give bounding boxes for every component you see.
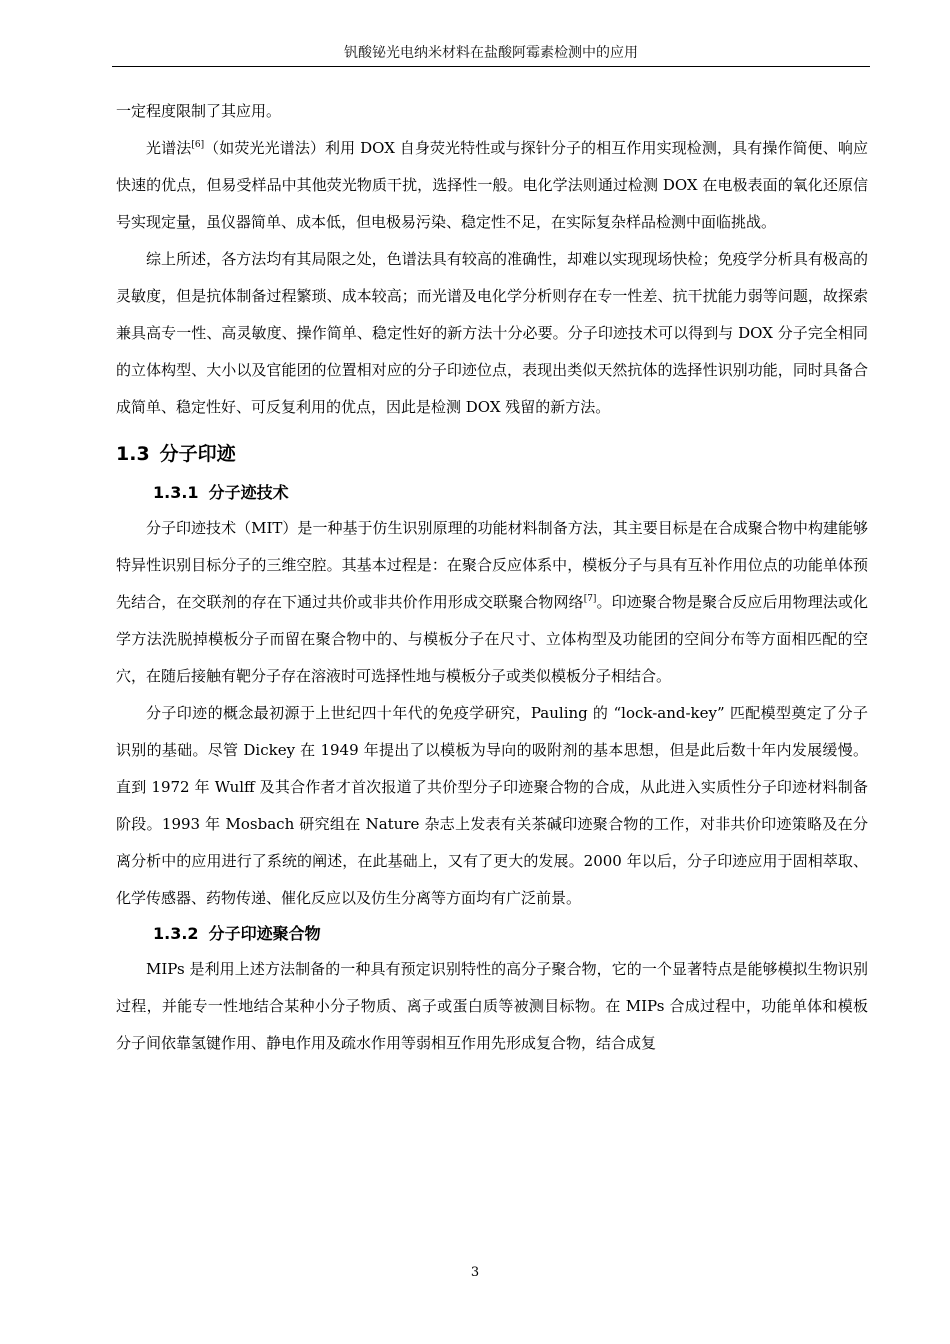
paragraph-mips: [116, 951, 868, 1062]
paragraph-text: MIPs 是利用上述方法制备的一种具有预定识别特性的高分子聚合物，它的一个显著特点是能够模拟生物识别过程，并能专一性地结合某种小分子物质、离子或蛋白质等被测目标物。在 MIPs 合成过程中，功能单体和模板分子间依靠氢键作用、静电作用及疏水作用等弱相互作用先形成复合物，结合成复: [116, 960, 868, 1052]
subsection-heading-1-3-2: [116, 917, 868, 951]
subsection-title: 分子印迹聚合物: [208, 924, 321, 943]
paragraph-text: 光谱法: [146, 139, 192, 157]
page-number: 3: [470, 1265, 480, 1280]
paragraph-text: 分子印迹的概念最初源于上世纪四十年代的免疫学研究，Pauling 的 “lock-and-key” 匹配模型奠定了分子识别的基础。尽管 Dickey 在 1949 年提出了以模板为导向的吸附剂的基本思想，但是此后数十年内发展缓慢。直到 1972 年 Wulff 及其合作者才首次报道了共价型分子印迹聚合物的合成，从此进入实质性分子印迹材料制备阶段。1993 年 Mosbach 研究组在 Nature 杂志上发表有关茶碱印迹聚合物的工作，对非共价印迹策略及在分离分析中的应用进行了系统的阐述，在此基础上，又有了更大的发展。2000 年以后，分子印迹应用于固相萃取、化学传感器、药物传递、催化反应以及仿生分离等方面均有广泛前景。: [116, 704, 868, 907]
citation: [7]: [583, 594, 597, 604]
subsection-number: 1.3.1: [153, 483, 199, 502]
paragraph-mit-definition: [116, 510, 868, 695]
paragraph-text: 一定程度限制了其应用。: [116, 102, 282, 120]
section-title: 分子印迹: [159, 443, 236, 465]
paragraph-continued: [116, 93, 868, 130]
subsection-title: 分子迹技术: [208, 483, 289, 502]
section-number: 1.3: [116, 443, 150, 465]
paragraph-mit-history: [116, 695, 868, 917]
paragraph-text: 综上所述，各方法均有其局限之处，色谱法具有较高的准确性，却难以实现现场快检；免疫学分析具有极高的灵敏度，但是抗体制备过程繁琐、成本较高；而光谱及电化学分析则存在专一性差、抗干扰能力弱等问题，故探索兼具高专一性、高灵敏度、操作简单、稳定性好的新方法十分必要。分子印迹技术可以得到与 DOX 分子完全相同的立体构型、大小以及官能团的位置相对应的分子印迹位点，表现出类似天然抗体的选择性识别功能，同时具备合成简单、稳定性好、可反复利用的优点，因此是检测 DOX 残留的新方法。: [116, 250, 868, 416]
running-header: 钒酸铋光电纳米材料在盐酸阿霉素检测中的应用: [344, 45, 638, 61]
citation: [6]: [191, 140, 205, 150]
subsection-heading-1-3-1: [116, 476, 868, 510]
paragraph-summary: [116, 241, 868, 426]
paragraph-spectroscopy: [116, 130, 868, 241]
page-body: [116, 93, 868, 1062]
paragraph-text: 分子印迹技术（MIT）是一种基于仿生识别原理的功能材料制备方法，其主要目标是在合成聚合物中构建能够特异性识别目标分子的三维空腔。其基本过程是：在聚合反应体系中，模板分子与具有互补作用位点的功能单体预先结合，在交联剂的存在下通过共价或非共价作用形成交联聚合物网络: [116, 519, 868, 611]
subsection-number: 1.3.2: [153, 924, 199, 943]
paragraph-text: 。印迹聚合物是聚合反应后用物理法或化学方法洗脱掉模板分子而留在聚合物中的、与模板分子在尺寸、立体构型及功能团的空间分布等方面相匹配的空穴，在随后接触有靶分子存在溶液时可选择性地与模板分子或类似模板分子相结合。: [116, 593, 868, 685]
paragraph-text: （如荧光光谱法）利用 DOX 自身荧光特性或与探针分子的相互作用实现检测，具有操作简便、响应快速的优点，但易受样品中其他荧光物质干扰，选择性一般。电化学法则通过检测 DOX 在电极表面的氧化还原信号实现定量，虽仪器简单、成本低，但电极易污染、稳定性不足，在实际复杂样品检测中面临挑战。: [116, 139, 868, 231]
section-heading-1-3: [116, 434, 868, 474]
header-rule: [112, 66, 870, 67]
